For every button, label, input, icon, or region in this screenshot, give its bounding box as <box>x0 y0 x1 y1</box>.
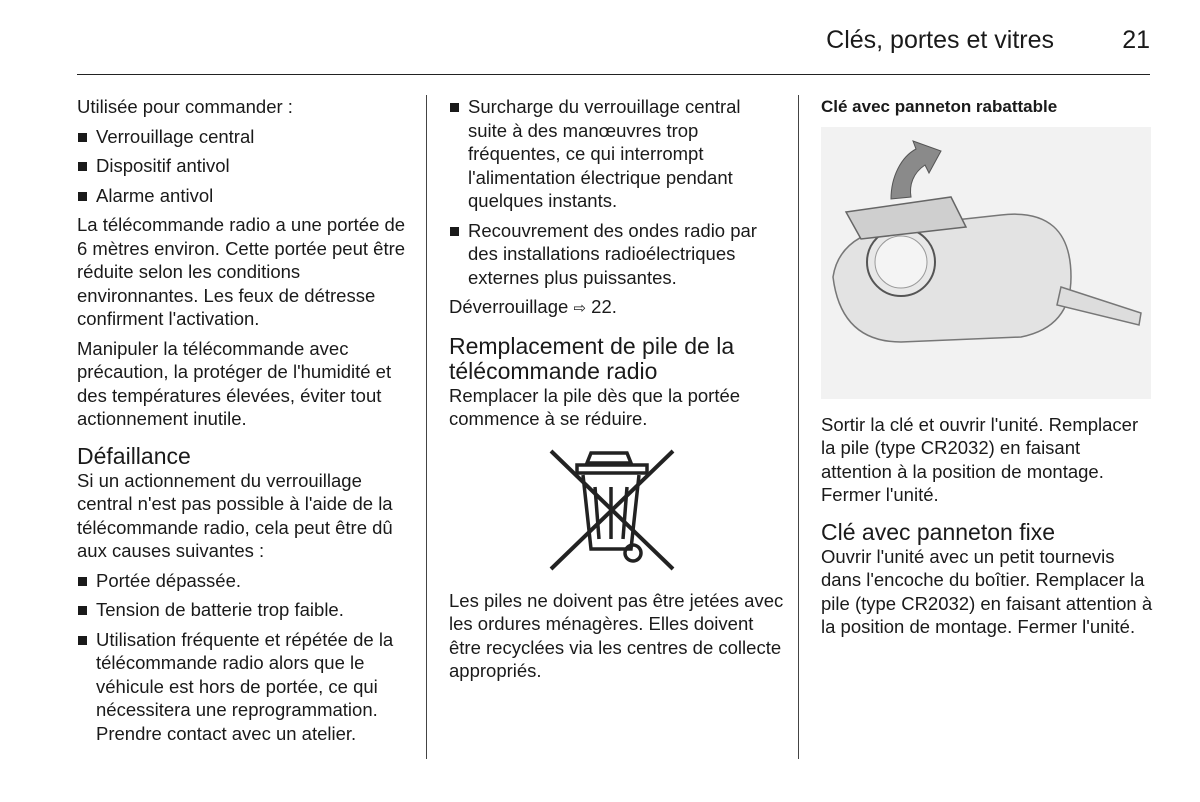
list-item: Portée dépassée. <box>77 569 412 593</box>
column-1 <box>77 95 412 751</box>
intro-text: Utilisée pour commander : <box>77 96 293 117</box>
section-heading-battery-replacement: Remplacement de pile de la télécommande radio <box>449 332 735 384</box>
reference-page: 22. <box>591 296 617 317</box>
section-title: Clés, portes et vitres <box>826 26 1054 54</box>
page-number: 21 <box>1122 26 1150 54</box>
subheading-folding-key: Clé avec panneton rabattable <box>821 97 1058 116</box>
section-heading-fixed-key: Clé avec panneton fixe <box>821 518 1055 545</box>
column-divider-1 <box>426 95 427 759</box>
column-divider-2 <box>798 95 799 759</box>
list-item: Tension de batterie trop faible. <box>77 598 412 622</box>
list-item: Dispositif antivol <box>77 154 412 178</box>
recycling-paragraph: Les piles ne doivent pas être jetées avec les ordures ménagères. Elles doivent être recyclées via les centres de collecte appropriés. <box>449 589 784 681</box>
range-paragraph: La télécommande radio a une portée de 6 mètres environ. Cette portée peut être réduite selon les conditions environnantes. Les feux de détresse confirment l'activation. <box>77 214 406 329</box>
list-item: Recouvrement des ondes radio par des installations radioélectriques externes plus puissantes. <box>449 219 784 290</box>
replace-paragraph: Remplacer la pile dès que la portée commence à se réduire. <box>449 384 741 429</box>
fixed-key-paragraph: Ouvrir l'unité avec un petit tournevis dans l'encoche du boîtier. Remplacer la pile (type CR2032) en faisant attention à la position de montage. Fermer l'unité. <box>821 545 1153 637</box>
list-item: Verrouillage central <box>77 125 412 149</box>
list-item: Surcharge du verrouillage central suite à des manœuvres trop fréquentes, ce qui interrompt l'alimentation électrique pendant quelques instants. <box>449 95 784 213</box>
list-item: Utilisation fréquente et répétée de la télécommande radio alors que le véhicule est hors de portée, ce qui nécessitera une reprogrammation. Prendre contact avec un atelier. <box>77 628 412 746</box>
handling-paragraph: Manipuler la télécommande avec précaution, la protéger de l'humidité et des températures élevées, éviter tout actionnement inutile. <box>77 337 392 429</box>
header-divider <box>77 74 1150 75</box>
section-heading-defaillance: Défaillance <box>77 442 191 469</box>
failure-paragraph: Si un actionnement du verrouillage central n'est pas possible à l'aide de la télécommande radio, cela peut être dû aux causes suivantes : <box>77 469 393 561</box>
crossed-bin-icon <box>547 447 677 573</box>
page-ref-arrow-icon: ⇨ <box>573 299 587 317</box>
list-item: Alarme antivol <box>77 184 412 208</box>
reference-label: Déverrouillage <box>449 296 569 317</box>
column-2 <box>449 95 784 689</box>
cross-reference[interactable] <box>449 295 784 321</box>
folding-key-paragraph: Sortir la clé et ouvrir l'unité. Remplacer la pile (type CR2032) en faisant attention à la position de montage. Fermer l'unité. <box>821 413 1139 505</box>
folding-key-illustration <box>821 127 1151 399</box>
column-3 <box>821 95 1156 645</box>
